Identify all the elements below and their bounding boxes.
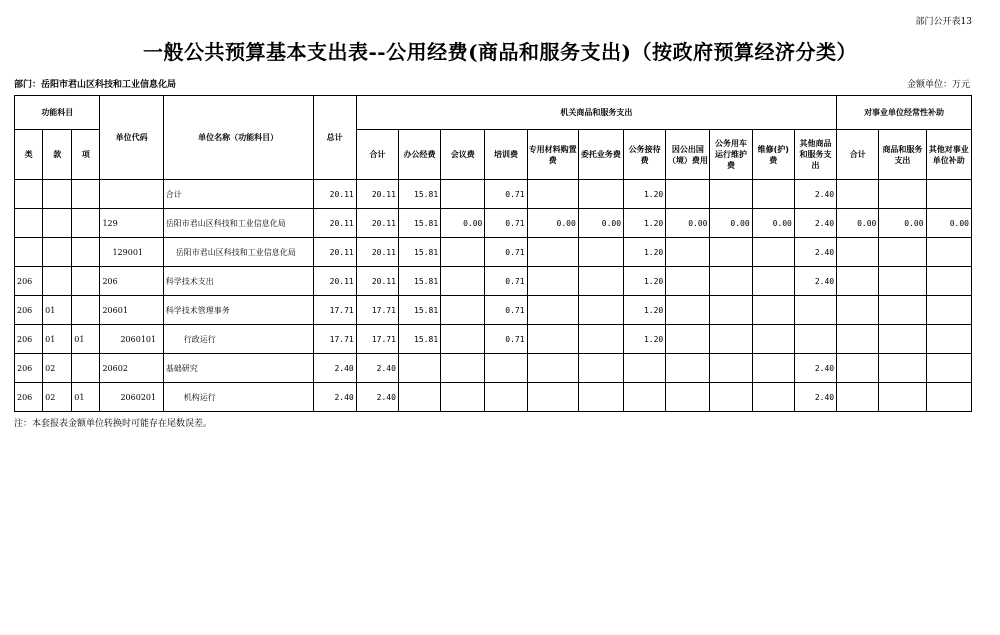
cell-amount: 2.40	[356, 383, 398, 412]
cell-lei: 206	[15, 354, 43, 383]
cell-amount	[527, 267, 578, 296]
cell-amount: 0.00	[666, 209, 710, 238]
cell-subsidy	[837, 354, 879, 383]
cell-unit-name: 科学技术支出	[163, 267, 313, 296]
cell-amount	[441, 180, 485, 209]
header-subsidy-group: 对事业单位经常性补助	[837, 96, 972, 130]
cell-unit-code: 20601	[100, 296, 163, 325]
header-xiang: 项	[72, 130, 100, 180]
cell-kuan: 02	[43, 354, 72, 383]
table-row	[15, 209, 972, 238]
header-col-office: 办公经费	[398, 130, 440, 180]
cell-amount	[441, 383, 485, 412]
cell-xiang	[72, 354, 100, 383]
table-row	[15, 267, 972, 296]
cell-amount	[666, 383, 710, 412]
cell-amount	[527, 325, 578, 354]
cell-amount: 15.81	[398, 238, 440, 267]
cell-unit-name: 科学技术管理事务	[163, 296, 313, 325]
cell-unit-code: 2060101	[100, 325, 163, 354]
cell-amount: 0.71	[485, 267, 527, 296]
cell-total: 17.71	[313, 325, 356, 354]
cell-amount: 0.71	[485, 296, 527, 325]
table-row	[15, 325, 972, 354]
cell-subsidy	[926, 296, 971, 325]
cell-subsidy	[926, 267, 971, 296]
department-label: 部门：岳阳市君山区科技和工业信息化局	[14, 80, 177, 90]
cell-amount	[794, 325, 836, 354]
cell-amount: 20.11	[356, 209, 398, 238]
cell-amount: 1.20	[624, 209, 666, 238]
cell-unit-name: 岳阳市君山区科技和工业信息化局	[163, 238, 313, 267]
cell-amount	[794, 296, 836, 325]
cell-lei	[15, 209, 43, 238]
cell-kuan: 01	[43, 325, 72, 354]
cell-amount	[398, 383, 440, 412]
header-lei: 类	[15, 130, 43, 180]
cell-amount	[752, 296, 794, 325]
cell-amount: 0.00	[710, 209, 752, 238]
table-row	[15, 354, 972, 383]
cell-amount	[624, 354, 666, 383]
cell-amount	[485, 383, 527, 412]
cell-unit-code: 129001	[100, 238, 163, 267]
cell-lei: 206	[15, 296, 43, 325]
cell-amount: 0.00	[578, 209, 623, 238]
cell-subsidy	[926, 238, 971, 267]
cell-xiang	[72, 238, 100, 267]
cell-amount: 0.00	[752, 209, 794, 238]
cell-amount: 17.71	[356, 325, 398, 354]
cell-amount	[441, 354, 485, 383]
cell-amount: 2.40	[794, 209, 836, 238]
cell-amount	[752, 180, 794, 209]
cell-amount	[666, 354, 710, 383]
header-col-meeting: 会议费	[441, 130, 485, 180]
cell-subsidy	[926, 180, 971, 209]
cell-amount: 20.11	[356, 180, 398, 209]
header-sub-goods: 商品和服务支出	[879, 130, 926, 180]
header-total: 总计	[313, 96, 356, 180]
cell-xiang: 01	[72, 325, 100, 354]
cell-amount	[527, 383, 578, 412]
cell-amount: 0.71	[485, 238, 527, 267]
cell-kuan: 01	[43, 296, 72, 325]
cell-subsidy	[926, 383, 971, 412]
cell-amount	[527, 180, 578, 209]
cell-amount: 1.20	[624, 267, 666, 296]
cell-amount	[710, 238, 752, 267]
cell-amount	[666, 238, 710, 267]
cell-amount	[666, 180, 710, 209]
cell-subsidy	[879, 325, 926, 354]
header-col-materials: 专用材料购置费	[527, 130, 578, 180]
cell-subsidy: 0.00	[926, 209, 971, 238]
cell-kuan	[43, 180, 72, 209]
cell-amount	[578, 383, 623, 412]
cell-amount: 1.20	[624, 180, 666, 209]
cell-amount	[752, 325, 794, 354]
cell-subsidy	[837, 180, 879, 209]
header-func-subject: 功能科目	[15, 96, 100, 130]
cell-amount	[666, 267, 710, 296]
header-col-reception: 公务接待费	[624, 130, 666, 180]
cell-amount	[578, 267, 623, 296]
table-row	[15, 238, 972, 267]
cell-amount	[578, 354, 623, 383]
cell-amount: 2.40	[794, 383, 836, 412]
header-col-subtotal: 合计	[356, 130, 398, 180]
cell-unit-name: 合计	[163, 180, 313, 209]
header-col-training: 培训费	[485, 130, 527, 180]
cell-amount: 1.20	[624, 296, 666, 325]
table-number-label: 部门公开表13	[915, 17, 972, 27]
header-col-entrusted: 委托业务费	[578, 130, 623, 180]
cell-subsidy	[879, 180, 926, 209]
cell-kuan	[43, 209, 72, 238]
cell-unit-code: 20602	[100, 354, 163, 383]
cell-amount	[527, 238, 578, 267]
cell-xiang: 01	[72, 383, 100, 412]
cell-amount	[441, 296, 485, 325]
cell-amount	[752, 383, 794, 412]
cell-amount: 2.40	[356, 354, 398, 383]
cell-subsidy	[926, 354, 971, 383]
cell-subsidy	[837, 325, 879, 354]
cell-subsidy	[837, 383, 879, 412]
cell-amount	[578, 296, 623, 325]
cell-amount: 15.81	[398, 209, 440, 238]
budget-table	[14, 95, 972, 412]
cell-amount	[527, 296, 578, 325]
cell-amount	[752, 238, 794, 267]
cell-lei	[15, 238, 43, 267]
cell-xiang	[72, 296, 100, 325]
header-col-other: 其他商品和服务支出	[794, 130, 836, 180]
footnote: 注：本套报表金额单位转换时可能存在尾数误差。	[14, 419, 213, 429]
cell-amount: 15.81	[398, 267, 440, 296]
cell-total: 20.11	[313, 209, 356, 238]
cell-amount: 15.81	[398, 325, 440, 354]
page-title: 一般公共预算基本支出表--公用经费(商品和服务支出)（按政府预算经济分类）	[142, 40, 858, 64]
cell-xiang	[72, 209, 100, 238]
cell-amount: 15.81	[398, 296, 440, 325]
cell-total: 20.11	[313, 267, 356, 296]
cell-unit-code	[100, 180, 163, 209]
cell-subsidy: 0.00	[879, 209, 926, 238]
cell-amount: 0.71	[485, 180, 527, 209]
cell-unit-name: 岳阳市君山区科技和工业信息化局	[163, 209, 313, 238]
cell-subsidy	[837, 296, 879, 325]
cell-amount: 1.20	[624, 325, 666, 354]
header-sub-other: 其他对事业单位补助	[926, 130, 971, 180]
cell-subsidy	[879, 383, 926, 412]
cell-amount: 0.00	[441, 209, 485, 238]
cell-unit-name: 机构运行	[163, 383, 313, 412]
amount-unit-label: 金额单位：万元	[906, 80, 970, 90]
cell-unit-code: 206	[100, 267, 163, 296]
cell-amount: 2.40	[794, 354, 836, 383]
cell-total: 2.40	[313, 383, 356, 412]
cell-amount: 2.40	[794, 238, 836, 267]
cell-amount: 1.20	[624, 238, 666, 267]
cell-amount: 17.71	[356, 296, 398, 325]
cell-unit-code: 2060201	[100, 383, 163, 412]
table-row	[15, 296, 972, 325]
cell-amount	[710, 354, 752, 383]
header-kuan: 款	[43, 130, 72, 180]
cell-amount	[578, 180, 623, 209]
header-agency-group: 机关商品和服务支出	[356, 96, 836, 130]
cell-total: 20.11	[313, 180, 356, 209]
cell-total: 2.40	[313, 354, 356, 383]
cell-amount	[624, 383, 666, 412]
cell-unit-name: 基础研究	[163, 354, 313, 383]
cell-amount	[485, 354, 527, 383]
cell-unit-code: 129	[100, 209, 163, 238]
cell-amount	[527, 354, 578, 383]
cell-amount	[398, 354, 440, 383]
cell-amount	[666, 325, 710, 354]
cell-subsidy	[879, 267, 926, 296]
cell-amount	[752, 267, 794, 296]
header-unit-name: 单位名称（功能科目）	[163, 96, 313, 180]
cell-amount	[710, 296, 752, 325]
cell-amount	[710, 180, 752, 209]
cell-xiang	[72, 180, 100, 209]
cell-amount: 0.00	[527, 209, 578, 238]
table-row	[15, 383, 972, 412]
cell-subsidy	[879, 238, 926, 267]
cell-amount: 2.40	[794, 180, 836, 209]
cell-lei: 206	[15, 267, 43, 296]
cell-unit-name: 行政运行	[163, 325, 313, 354]
cell-amount	[578, 238, 623, 267]
cell-subsidy: 0.00	[837, 209, 879, 238]
cell-lei: 206	[15, 383, 43, 412]
cell-total: 17.71	[313, 296, 356, 325]
cell-amount	[710, 383, 752, 412]
header-sub-subtotal: 合计	[837, 130, 879, 180]
cell-kuan: 02	[43, 383, 72, 412]
cell-amount: 20.11	[356, 238, 398, 267]
cell-subsidy	[926, 325, 971, 354]
cell-amount	[441, 238, 485, 267]
cell-amount	[578, 325, 623, 354]
table-row	[15, 180, 972, 209]
header-col-repair: 维修(护)费	[752, 130, 794, 180]
cell-amount	[710, 325, 752, 354]
cell-lei	[15, 180, 43, 209]
header-unit-code: 单位代码	[100, 96, 163, 180]
cell-amount	[441, 325, 485, 354]
cell-amount: 0.71	[485, 325, 527, 354]
cell-lei: 206	[15, 325, 43, 354]
cell-xiang	[72, 267, 100, 296]
cell-amount: 15.81	[398, 180, 440, 209]
cell-total: 20.11	[313, 238, 356, 267]
cell-amount	[752, 354, 794, 383]
cell-amount: 2.40	[794, 267, 836, 296]
cell-amount: 0.71	[485, 209, 527, 238]
cell-subsidy	[879, 296, 926, 325]
cell-kuan	[43, 238, 72, 267]
cell-kuan	[43, 267, 72, 296]
cell-amount	[710, 267, 752, 296]
cell-amount	[441, 267, 485, 296]
cell-subsidy	[879, 354, 926, 383]
cell-amount: 20.11	[356, 267, 398, 296]
header-col-abroad: 因公出国（境）费用	[666, 130, 710, 180]
cell-subsidy	[837, 238, 879, 267]
cell-amount	[666, 296, 710, 325]
header-col-vehicle: 公务用车运行维护费	[710, 130, 752, 180]
cell-subsidy	[837, 267, 879, 296]
